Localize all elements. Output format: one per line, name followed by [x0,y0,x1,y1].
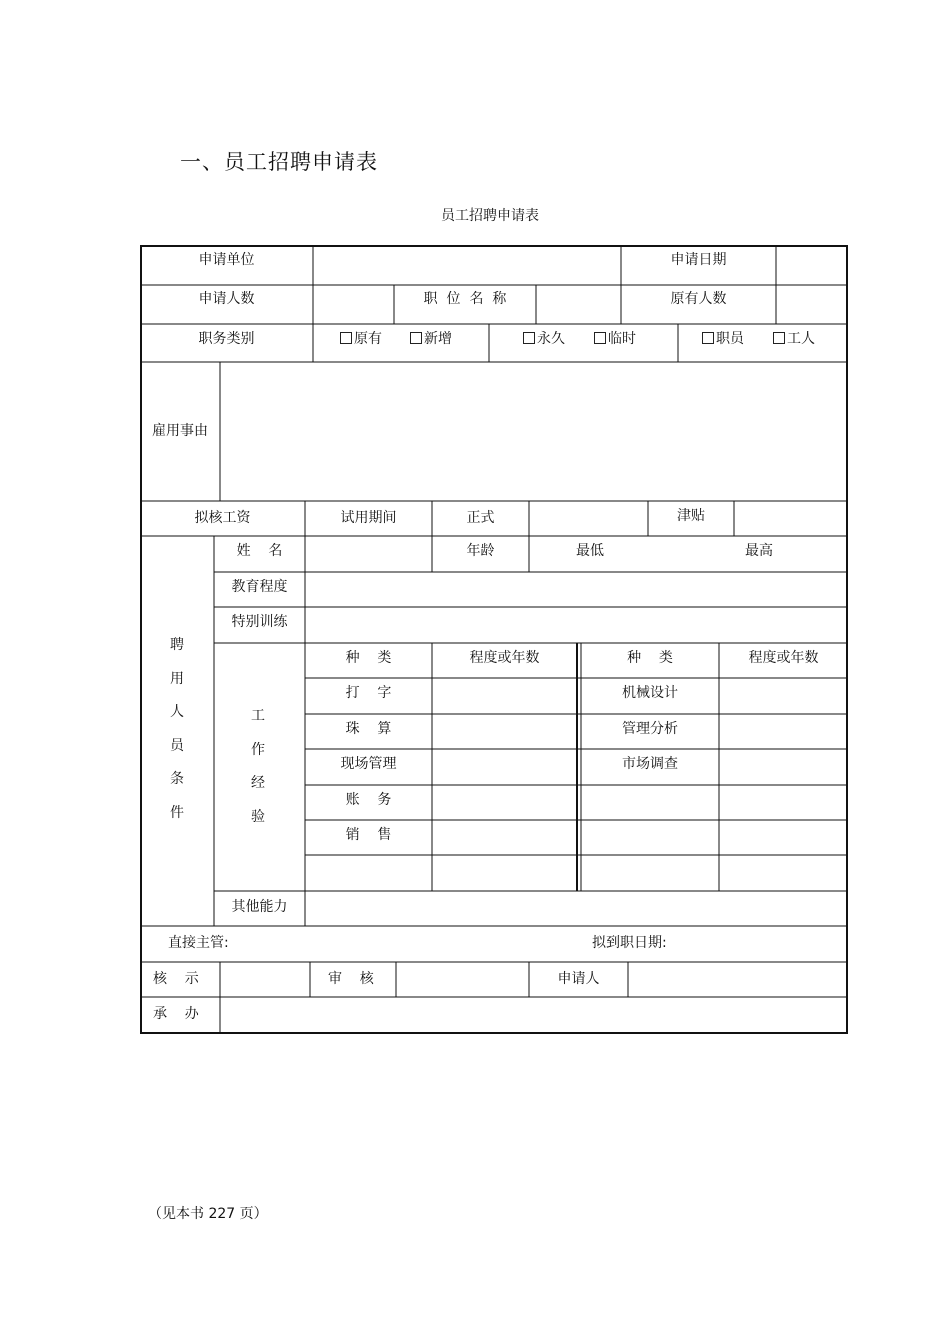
checkbox-icon [340,332,352,344]
approve-field[interactable] [222,964,308,996]
original-count-label: 原有人数 [670,291,727,307]
name-label: 姓 名 [236,543,283,559]
hire-reason-label: 雇用事由 [152,423,208,439]
checkbox-icon [410,332,422,344]
age-min-label: 最低 [576,543,604,559]
option-new[interactable]: 新增 [410,330,452,348]
review-label: 审 核 [328,971,374,987]
apply-unit-label: 申请单位 [198,252,255,268]
hire-reason-field[interactable] [222,364,846,500]
exp-accounting: 账 务 [345,792,392,808]
applicant-field[interactable] [630,964,846,996]
applicant-label: 申请人 [557,971,600,987]
footnote: （见本书 227 页） [148,1206,268,1222]
exp-abacus: 珠 算 [345,721,392,737]
checkbox-icon [702,332,714,344]
exp-sales: 销 售 [345,827,392,843]
option-original[interactable]: 原有 [340,330,382,348]
special-training-field[interactable] [307,608,846,642]
option-staff[interactable]: 职员 [702,330,744,348]
form-title: 员工招聘申请表 [441,208,539,224]
exp-market-survey: 市场调查 [622,756,678,772]
exp-header-type-right: 种 类 [627,650,673,666]
direct-supervisor-label: 直接主管: [168,935,229,951]
apply-count-field[interactable] [315,286,392,323]
exp-header-type-left: 种 类 [345,650,392,666]
exp-header-degree-left: 程度或年数 [469,650,540,666]
position-name-field[interactable] [538,286,619,323]
age-label: 年龄 [466,543,495,559]
education-label: 教育程度 [231,579,288,595]
page-heading: 一、员工招聘申请表 [180,150,378,174]
probation-label: 试用期间 [340,510,397,526]
apply-date-label: 申请日期 [670,252,727,268]
approve-label: 核 示 [153,971,199,987]
other-ability-label: 其他能力 [231,899,288,915]
exp-typing: 打 字 [345,685,392,701]
handler-field[interactable] [222,999,846,1031]
conditions-label: 聘 用 人 员 条 件 [170,637,184,821]
other-ability-field[interactable] [307,892,846,925]
apply-date-field[interactable] [778,247,846,283]
review-field[interactable] [398,964,527,996]
education-field[interactable] [307,573,846,606]
option-permanent[interactable]: 永久 [523,330,565,348]
option-temporary[interactable]: 临时 [594,330,636,348]
checkbox-icon [773,332,785,344]
job-category-label: 职务类别 [198,331,255,347]
option-worker[interactable]: 工人 [773,330,815,348]
exp-header-degree-right: 程度或年数 [748,650,819,666]
apply-count-label: 申请人数 [198,291,255,307]
allowance-field[interactable] [736,503,846,535]
name-field[interactable] [307,538,430,571]
application-form [140,245,848,1034]
position-name-label: 职 位 名 称 [423,291,507,307]
exp-management-analysis: 管理分析 [622,721,678,737]
apply-unit-field[interactable] [315,247,619,283]
salary-label: 拟核工资 [194,510,251,526]
exp-site-management: 现场管理 [340,756,397,772]
exp-mechanical-design: 机械设计 [622,685,678,701]
age-max-label: 最高 [745,543,773,559]
checkbox-icon [523,332,535,344]
handler-label: 承 办 [153,1006,199,1022]
checkbox-icon [594,332,606,344]
original-count-field[interactable] [778,286,846,323]
formal-label: 正式 [466,510,495,526]
planned-start-label: 拟到职日期: [592,935,667,951]
work-experience-label: 工 作 经 验 [251,708,265,825]
formal-salary-field[interactable] [531,503,646,535]
special-training-label: 特别训练 [231,614,288,630]
allowance-label: 津贴 [677,508,705,524]
